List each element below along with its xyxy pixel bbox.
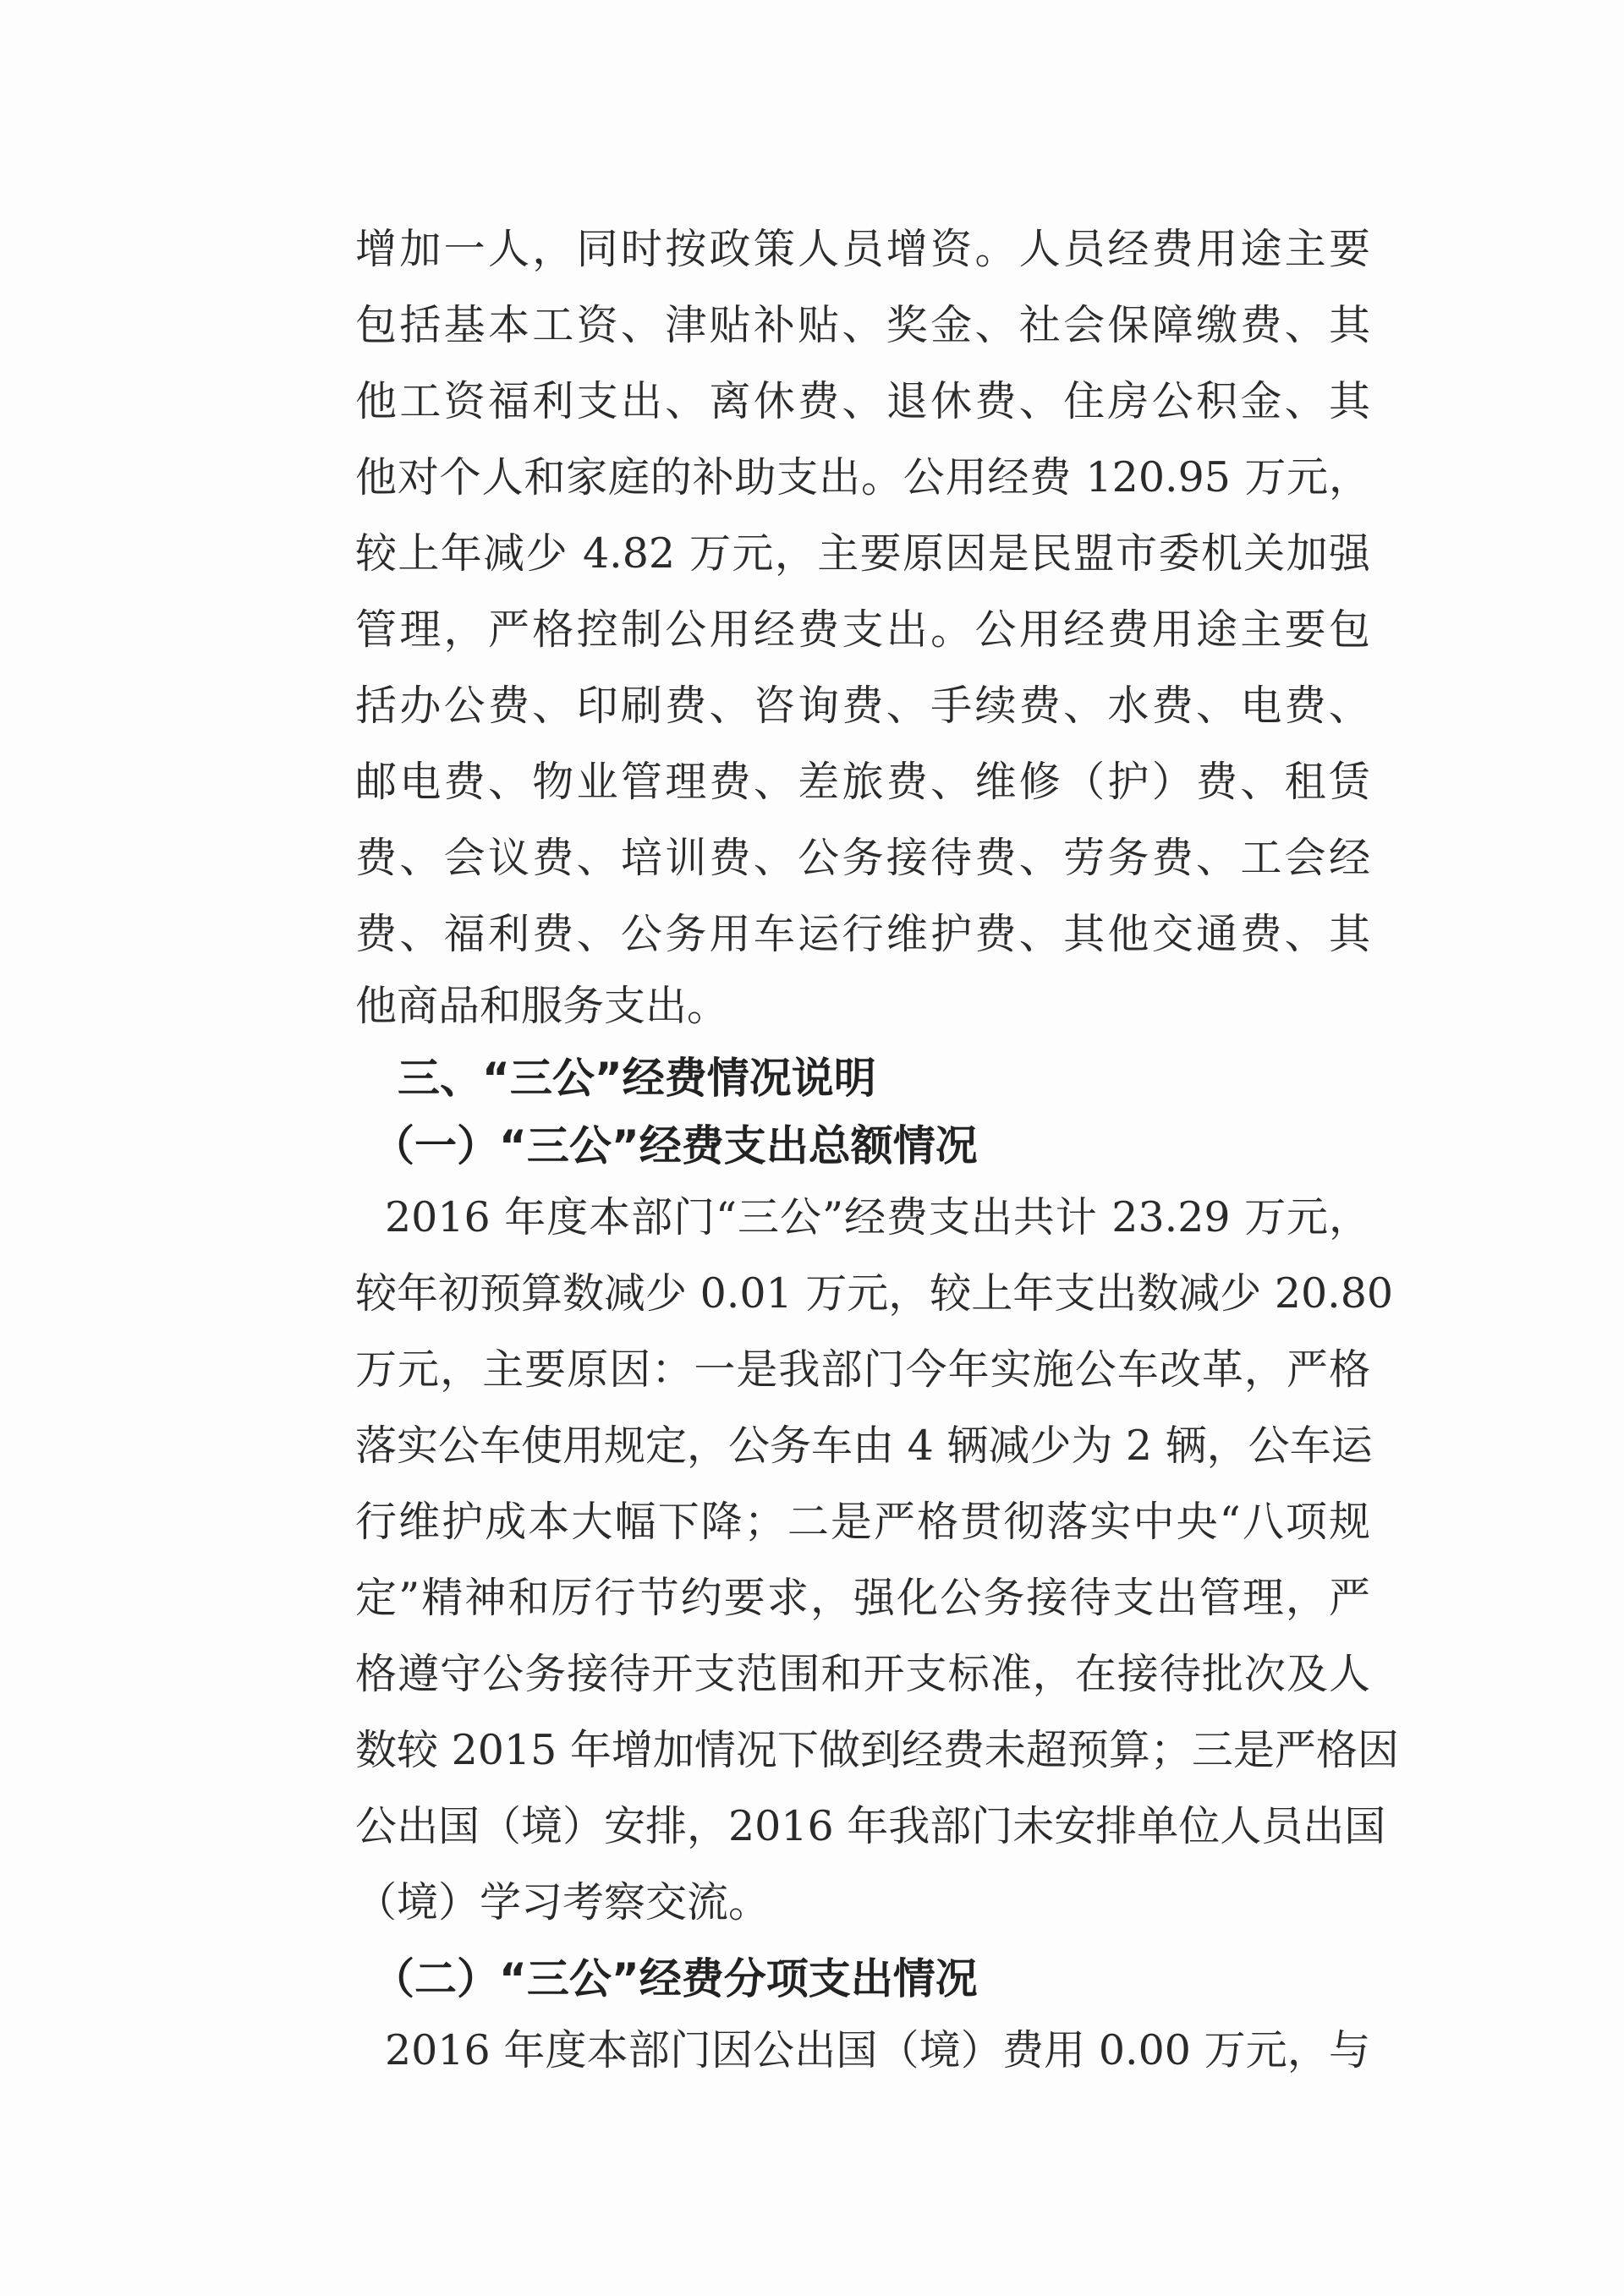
paragraph-1-line-4: 他对个人和家庭的补助支出。公用经费 120.95 万元，	[355, 453, 1370, 501]
paragraph-2-line-9: 公出国（境）安排，2016 年我部门未安排单位人员出国	[355, 1802, 1386, 1850]
paragraph-1-line-1: 增加一人，同时按政策人员增资。人员经费用途主要	[355, 225, 1370, 273]
paragraph-2-line-2: 较年初预算数减少 0.01 万元，较上年支出数减少 20.80	[355, 1269, 1394, 1318]
paragraph-1-line-7: 括办公费、印刷费、咨询费、手续费、水费、电费、	[355, 682, 1370, 730]
paragraph-2-line-4: 落实公车使用规定，公务车由 4 辆减少为 2 辆，公车运	[355, 1422, 1373, 1470]
paragraph-2-line-5: 行维护成本大幅下降；二是严格贯彻落实中央“八项规	[355, 1498, 1370, 1546]
paragraph-1-line-8: 邮电费、物业管理费、差旅费、维修（护）费、租赁	[355, 758, 1370, 806]
paragraph-2-line-10: （境）学习考察交流。	[355, 1878, 771, 1926]
paragraph-3-line-1: 2016 年度本部门因公出国（境）费用 0.00 万元，与	[385, 2026, 1370, 2074]
paragraph-1-line-11: 他商品和服务支出。	[355, 982, 729, 1030]
paragraph-1-line-6: 管理，严格控制公用经费支出。公用经费用途主要包	[355, 606, 1370, 654]
paragraph-1-line-3: 他工资福利支出、离休费、退休费、住房公积金、其	[355, 377, 1370, 425]
subsection-2-heading: （二）“三公”经费分项支出情况	[372, 1954, 978, 2003]
paragraph-1-line-5: 较上年减少 4.82 万元，主要原因是民盟市委机关加强	[355, 529, 1370, 578]
subsection-1-heading: （一）“三公”经费支出总额情况	[372, 1121, 978, 1170]
paragraph-2-line-8: 数较 2015 年增加情况下做到经费未超预算；三是严格因	[355, 1726, 1399, 1774]
paragraph-1-line-9: 费、会议费、培训费、公务接待费、劳务费、工会经	[355, 834, 1370, 882]
paragraph-1-line-10: 费、福利费、公务用车运行维护费、其他交通费、其	[355, 910, 1370, 958]
paragraph-2-line-3: 万元，主要原因：一是我部门今年实施公车改革，严格	[355, 1345, 1370, 1394]
paragraph-2-line-6: 定”精神和厉行节约要求，强化公务接待支出管理，严	[355, 1574, 1370, 1622]
section-3-heading: 三、“三公”经费情况说明	[398, 1054, 876, 1103]
paragraph-2-line-1: 2016 年度本部门“三公”经费支出共计 23.29 万元，	[385, 1193, 1370, 1241]
paragraph-2-line-7: 格遵守公务接待开支范围和开支标准，在接待批次及人	[355, 1650, 1370, 1698]
paragraph-1-line-2: 包括基本工资、津贴补贴、奖金、社会保障缴费、其	[355, 301, 1370, 349]
